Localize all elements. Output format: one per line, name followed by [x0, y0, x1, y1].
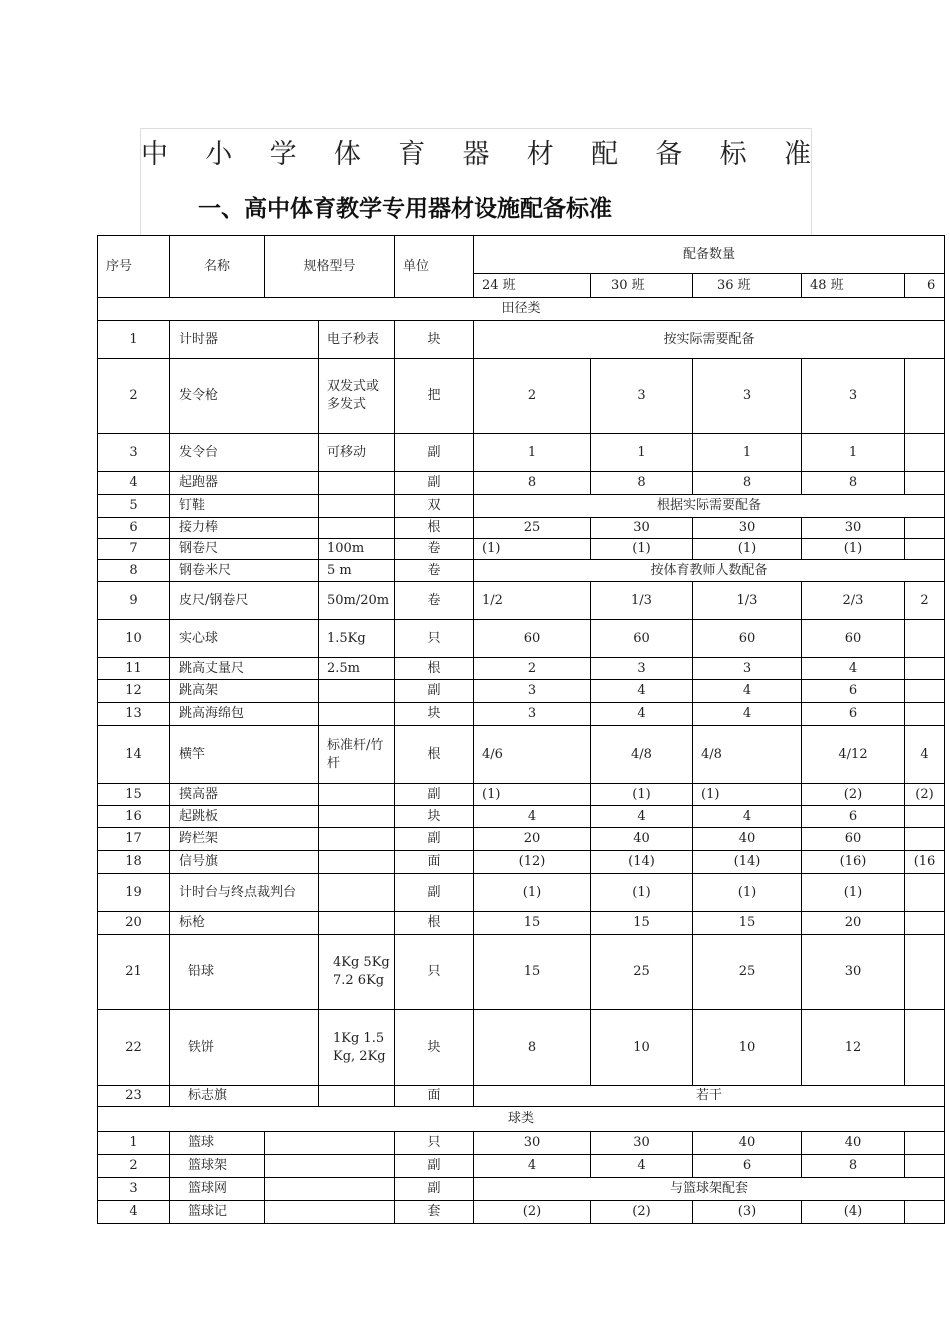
row-qty-60 [905, 828, 945, 851]
row-qty-48: 6 [802, 680, 905, 703]
row-name: 篮球 [170, 1132, 265, 1155]
row-no: 3 [98, 1178, 170, 1201]
row-no: 3 [98, 434, 170, 472]
row-spec [319, 784, 395, 806]
row-no: 7 [98, 539, 170, 560]
title-char: 育 [398, 138, 426, 170]
row-qty-24: 20 [474, 828, 591, 851]
header-unit: 单位 [395, 236, 474, 298]
row-qty-48: 60 [802, 620, 905, 658]
row-qty-24: 8 [474, 1010, 591, 1086]
row-qty-48: 12 [802, 1010, 905, 1086]
row-spec [319, 495, 395, 518]
row-qty-36: 8 [693, 472, 802, 495]
row-unit: 块 [395, 321, 474, 359]
row-name: 跳高海绵包 [170, 703, 319, 726]
row-qty-48: 20 [802, 912, 905, 935]
row-qty-60 [905, 680, 945, 703]
row-unit: 块 [395, 806, 474, 828]
row-qty-36: 40 [693, 828, 802, 851]
row-no: 2 [98, 359, 170, 434]
row-qty-30: 30 [591, 518, 693, 539]
row-no: 8 [98, 560, 170, 582]
row-qty-48: 2/3 [802, 582, 905, 620]
row-no: 1 [98, 321, 170, 359]
row-name: 计时器 [170, 321, 319, 359]
title-char: 小 [205, 138, 233, 170]
row-qty-30: 40 [591, 828, 693, 851]
row-qty-24: (12) [474, 851, 591, 874]
row-qty-24: 2 [474, 658, 591, 680]
row-name: 标志旗 [170, 1086, 319, 1107]
row-qty-24: 1/2 [474, 582, 591, 620]
row-qty-24: 15 [474, 935, 591, 1010]
row-name: 钉鞋 [170, 495, 319, 518]
row-qty-24: 30 [474, 1132, 591, 1155]
row-qty-36: 25 [693, 935, 802, 1010]
row-qty-24: 25 [474, 518, 591, 539]
row-qty-48: (1) [802, 874, 905, 912]
row-qty-30: 3 [591, 658, 693, 680]
row-no: 22 [98, 1010, 170, 1086]
row-qty-36: (1) [693, 539, 802, 560]
row-spec: 100m [319, 539, 395, 560]
row-qty-36: 3 [693, 359, 802, 434]
row-qty-30: 4 [591, 1155, 693, 1178]
row-unit: 只 [395, 620, 474, 658]
row-no: 15 [98, 784, 170, 806]
row-qty-48: 6 [802, 806, 905, 828]
row-name: 铅球 [170, 935, 319, 1010]
title-char: 材 [526, 138, 554, 170]
row-name: 皮尺/钢卷尺 [170, 582, 319, 620]
title-char: 体 [333, 138, 361, 170]
row-unit: 副 [395, 1155, 474, 1178]
row-spec [319, 680, 395, 703]
row-qty-36: 30 [693, 518, 802, 539]
row-name: 横竿 [170, 726, 319, 784]
row-unit: 套 [395, 1201, 474, 1224]
row-qty-48: 6 [802, 703, 905, 726]
header-class-30: 30 班 [591, 274, 693, 298]
row-qty-60 [905, 539, 945, 560]
row-name: 实心球 [170, 620, 319, 658]
row-qty-60 [905, 359, 945, 434]
row-name: 跳高架 [170, 680, 319, 703]
row-unit: 块 [395, 703, 474, 726]
row-unit: 副 [395, 434, 474, 472]
row-unit: 卷 [395, 539, 474, 560]
row-no: 5 [98, 495, 170, 518]
row-name: 发令台 [170, 434, 319, 472]
row-merged-qty: 若干 [474, 1086, 945, 1107]
section-track: 田径类 [98, 298, 945, 321]
row-merged-qty: 按实际需要配备 [474, 321, 945, 359]
row-spec: 2.5m [319, 658, 395, 680]
row-spec: 1Kg 1.5 Kg, 2Kg [319, 1010, 395, 1086]
row-qty-36: 4 [693, 703, 802, 726]
row-qty-30: 4 [591, 806, 693, 828]
row-qty-36: 4 [693, 806, 802, 828]
row-spec [319, 518, 395, 539]
row-merged-qty: 按体育教师人数配备 [474, 560, 945, 582]
title-char: 准 [783, 138, 811, 170]
row-qty-60 [905, 703, 945, 726]
title-char: 标 [719, 138, 747, 170]
row-spec [319, 851, 395, 874]
row-no: 1 [98, 1132, 170, 1155]
row-unit: 卷 [395, 582, 474, 620]
row-no: 2 [98, 1155, 170, 1178]
row-qty-48: 4 [802, 658, 905, 680]
row-unit: 副 [395, 784, 474, 806]
row-spec [265, 1201, 395, 1224]
row-name: 钢卷米尺 [170, 560, 319, 582]
row-qty-60 [905, 1201, 945, 1224]
row-name: 篮球网 [170, 1178, 265, 1201]
row-qty-24: 8 [474, 472, 591, 495]
row-unit: 只 [395, 935, 474, 1010]
row-qty-60 [905, 912, 945, 935]
row-spec [265, 1132, 395, 1155]
row-qty-30: (1) [591, 539, 693, 560]
row-spec: 5 m [319, 560, 395, 582]
row-no: 4 [98, 1201, 170, 1224]
row-no: 17 [98, 828, 170, 851]
row-qty-60 [905, 1155, 945, 1178]
row-qty-24: 3 [474, 680, 591, 703]
row-spec: 双发式或多发式 [319, 359, 395, 434]
row-qty-24: (2) [474, 1201, 591, 1224]
row-spec [319, 806, 395, 828]
row-qty-36: 40 [693, 1132, 802, 1155]
header-class-36: 36 班 [693, 274, 802, 298]
row-qty-30: (1) [591, 874, 693, 912]
row-name: 发令枪 [170, 359, 319, 434]
document-title [140, 128, 812, 173]
row-qty-24: 15 [474, 912, 591, 935]
row-name: 跨栏架 [170, 828, 319, 851]
row-unit: 副 [395, 874, 474, 912]
row-no: 13 [98, 703, 170, 726]
row-qty-30: 4 [591, 680, 693, 703]
row-no: 9 [98, 582, 170, 620]
title-char: 器 [462, 138, 490, 170]
row-qty-24: 4 [474, 806, 591, 828]
row-qty-60 [905, 806, 945, 828]
header-class-24: 24 班 [474, 274, 591, 298]
header-quantity: 配备数量 [474, 236, 945, 274]
row-name: 钢卷尺 [170, 539, 319, 560]
row-merged-qty: 与篮球架配套 [474, 1178, 945, 1201]
row-qty-30: (14) [591, 851, 693, 874]
row-no: 23 [98, 1086, 170, 1107]
header-class-60: 6 [905, 274, 945, 298]
row-qty-30: 10 [591, 1010, 693, 1086]
row-name: 起跳板 [170, 806, 319, 828]
row-spec [319, 912, 395, 935]
row-qty-48: 30 [802, 518, 905, 539]
row-qty-30: (2) [591, 1201, 693, 1224]
row-qty-48: 30 [802, 935, 905, 1010]
row-merged-qty: 根据实际需要配备 [474, 495, 945, 518]
row-unit: 只 [395, 1132, 474, 1155]
row-qty-24: 3 [474, 703, 591, 726]
row-no: 4 [98, 472, 170, 495]
row-qty-24: (1) [474, 784, 591, 806]
row-spec [319, 703, 395, 726]
row-no: 18 [98, 851, 170, 874]
row-qty-36: 15 [693, 912, 802, 935]
row-no: 20 [98, 912, 170, 935]
row-qty-60 [905, 620, 945, 658]
row-qty-24: 2 [474, 359, 591, 434]
row-qty-48: (2) [802, 784, 905, 806]
row-qty-60 [905, 434, 945, 472]
row-qty-24: (1) [474, 539, 591, 560]
section-subtitle: 一、高中体育教学专用器材设施配备标准 [198, 196, 612, 222]
row-qty-48: 1 [802, 434, 905, 472]
row-name: 篮球记 [170, 1201, 265, 1224]
row-unit: 根 [395, 518, 474, 539]
row-qty-30: 1/3 [591, 582, 693, 620]
row-spec [319, 828, 395, 851]
row-no: 6 [98, 518, 170, 539]
row-spec [319, 874, 395, 912]
row-qty-48: 3 [802, 359, 905, 434]
row-unit: 面 [395, 1086, 474, 1107]
row-qty-36: (14) [693, 851, 802, 874]
row-no: 12 [98, 680, 170, 703]
header-class-48: 48 班 [802, 274, 905, 298]
row-qty-48: 60 [802, 828, 905, 851]
row-unit: 副 [395, 472, 474, 495]
row-spec [319, 472, 395, 495]
title-char: 备 [655, 138, 683, 170]
row-qty-48: (1) [802, 539, 905, 560]
row-name: 篮球架 [170, 1155, 265, 1178]
row-spec: 可移动 [319, 434, 395, 472]
row-qty-30: 25 [591, 935, 693, 1010]
row-qty-48: 40 [802, 1132, 905, 1155]
row-qty-48: 4/12 [802, 726, 905, 784]
row-unit: 根 [395, 912, 474, 935]
row-name: 起跑器 [170, 472, 319, 495]
row-name: 接力棒 [170, 518, 319, 539]
row-name: 标枪 [170, 912, 319, 935]
row-qty-30: (1) [591, 784, 693, 806]
row-qty-48: 8 [802, 472, 905, 495]
row-qty-36: 4 [693, 680, 802, 703]
row-qty-24: (1) [474, 874, 591, 912]
header-name: 名称 [170, 236, 265, 298]
row-qty-60 [905, 874, 945, 912]
row-qty-30: 60 [591, 620, 693, 658]
row-qty-24: 60 [474, 620, 591, 658]
row-qty-36: (3) [693, 1201, 802, 1224]
row-qty-36: (1) [693, 784, 802, 806]
row-spec: 50m/20m [319, 582, 395, 620]
row-unit: 面 [395, 851, 474, 874]
row-unit: 把 [395, 359, 474, 434]
row-unit: 块 [395, 1010, 474, 1086]
row-unit: 根 [395, 658, 474, 680]
row-spec [265, 1178, 395, 1201]
row-qty-30: 3 [591, 359, 693, 434]
row-qty-60 [905, 1010, 945, 1086]
row-qty-36: 60 [693, 620, 802, 658]
row-qty-60 [905, 472, 945, 495]
row-no: 11 [98, 658, 170, 680]
row-qty-60 [905, 1132, 945, 1155]
row-qty-36: (1) [693, 874, 802, 912]
row-qty-36: 4/8 [693, 726, 802, 784]
row-qty-36: 1/3 [693, 582, 802, 620]
row-name: 信号旗 [170, 851, 319, 874]
title-char: 中 [141, 138, 168, 170]
section-ball: 球类 [98, 1107, 945, 1132]
row-qty-30: 4/8 [591, 726, 693, 784]
row-qty-36: 3 [693, 658, 802, 680]
row-qty-60: (16 [905, 851, 945, 874]
row-qty-24: 4 [474, 1155, 591, 1178]
row-qty-48: (4) [802, 1201, 905, 1224]
row-qty-30: 15 [591, 912, 693, 935]
row-qty-48: (16) [802, 851, 905, 874]
row-qty-60: 4 [905, 726, 945, 784]
row-qty-48: 8 [802, 1155, 905, 1178]
row-qty-30: 4 [591, 703, 693, 726]
row-unit: 副 [395, 1178, 474, 1201]
row-qty-30: 1 [591, 434, 693, 472]
row-name: 摸高器 [170, 784, 319, 806]
row-name: 跳高丈量尺 [170, 658, 319, 680]
row-qty-30: 8 [591, 472, 693, 495]
row-qty-60: 2 [905, 582, 945, 620]
row-no: 21 [98, 935, 170, 1010]
row-unit: 双 [395, 495, 474, 518]
header-spec: 规格型号 [265, 236, 395, 298]
row-qty-60 [905, 518, 945, 539]
row-no: 16 [98, 806, 170, 828]
row-spec: 4Kg 5Kg 7.2 6Kg [319, 935, 395, 1010]
row-spec [265, 1155, 395, 1178]
row-qty-60: (2) [905, 784, 945, 806]
row-no: 14 [98, 726, 170, 784]
row-name: 计时台与终点裁判台 [170, 874, 319, 912]
row-qty-24: 1 [474, 434, 591, 472]
row-no: 10 [98, 620, 170, 658]
row-spec: 电子秒表 [319, 321, 395, 359]
row-name: 铁饼 [170, 1010, 319, 1086]
row-qty-36: 1 [693, 434, 802, 472]
title-char: 学 [269, 138, 297, 170]
row-qty-24: 4/6 [474, 726, 591, 784]
row-no: 19 [98, 874, 170, 912]
row-qty-60 [905, 935, 945, 1010]
title-char: 配 [591, 138, 619, 170]
row-unit: 根 [395, 726, 474, 784]
equipment-table [97, 235, 945, 1224]
row-qty-60 [905, 658, 945, 680]
row-spec: 标准杆/竹杆 [319, 726, 395, 784]
row-spec: 1.5Kg [319, 620, 395, 658]
row-qty-36: 6 [693, 1155, 802, 1178]
row-qty-30: 30 [591, 1132, 693, 1155]
row-unit: 副 [395, 680, 474, 703]
row-unit: 卷 [395, 560, 474, 582]
row-qty-36: 10 [693, 1010, 802, 1086]
row-spec [319, 1086, 395, 1107]
row-unit: 副 [395, 828, 474, 851]
header-no: 序号 [98, 236, 170, 298]
